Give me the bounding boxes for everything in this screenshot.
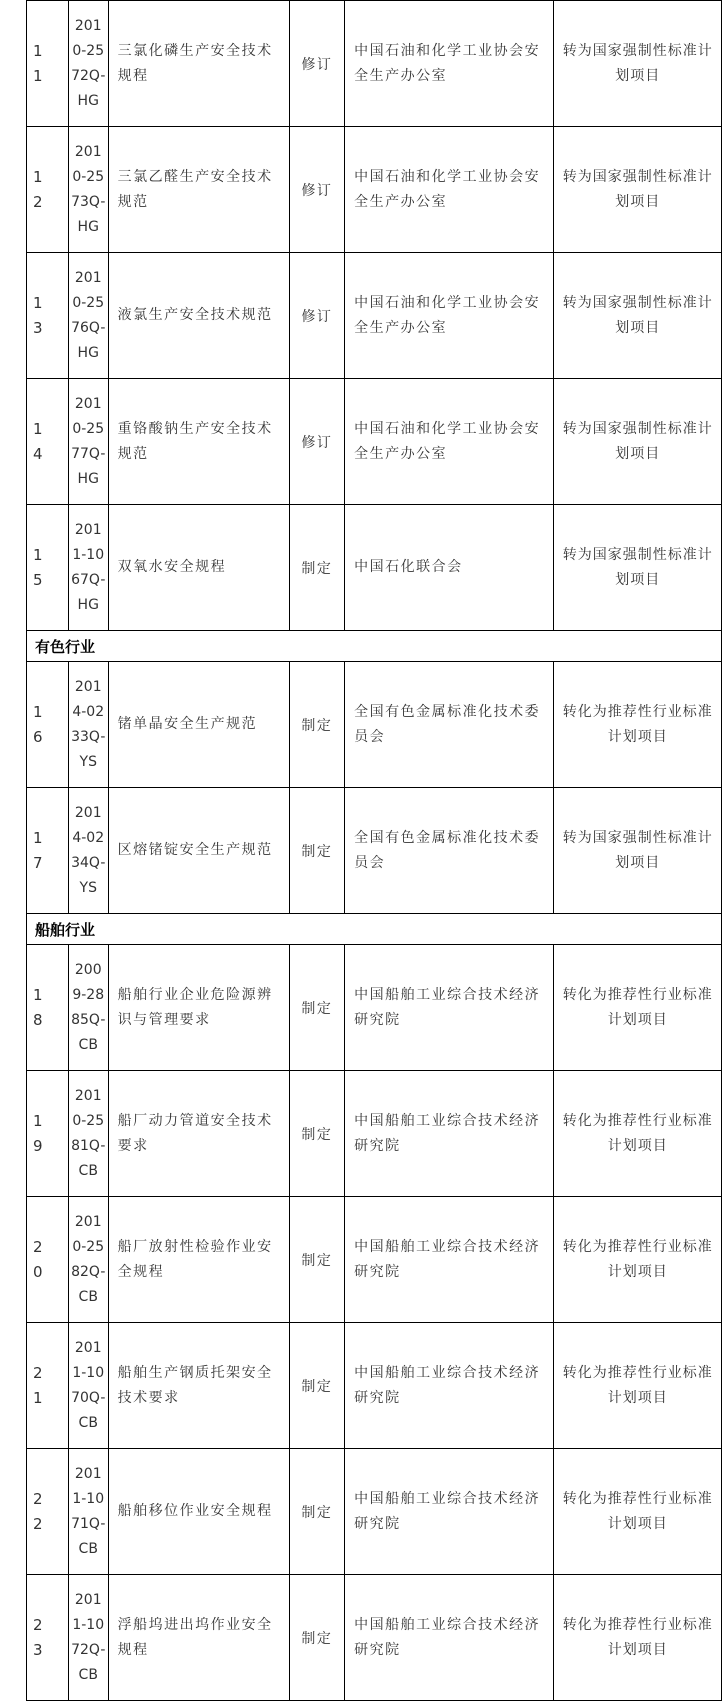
- revision-type: 修订: [289, 1, 344, 127]
- standard-name: 三氯乙醛生产安全技术规范: [108, 127, 289, 253]
- row-number: 23: [27, 1575, 69, 1701]
- standard-name: 液氯生产安全技术规范: [108, 253, 289, 379]
- section-header-row: [27, 914, 722, 945]
- remark: 转为国家强制性标准计划项目: [554, 253, 722, 379]
- plan-code: 2010-2573Q-HG: [68, 127, 108, 253]
- remark: 转为国家强制性标准计划项目: [554, 1, 722, 127]
- revision-type: 制定: [289, 788, 344, 914]
- remark: 转化为推荐性行业标准计划项目: [554, 1323, 722, 1449]
- plan-code: 2014-0234Q-YS: [68, 788, 108, 914]
- remark: 转为国家强制性标准计划项目: [554, 379, 722, 505]
- table-body: [27, 1, 722, 1701]
- row-number: 12: [27, 127, 69, 253]
- standard-name: 船舶移位作业安全规程: [108, 1449, 289, 1575]
- table-row: [27, 945, 722, 1071]
- standards-table: [26, 0, 722, 1701]
- revision-type: 制定: [289, 662, 344, 788]
- plan-code: 2011-1072Q-CB: [68, 1575, 108, 1701]
- standard-name: 双氧水安全规程: [108, 505, 289, 631]
- standard-name: 船舶行业企业危险源辨识与管理要求: [108, 945, 289, 1071]
- responsible-organization: 中国船舶工业综合技术经济研究院: [345, 1449, 554, 1575]
- row-number: 13: [27, 253, 69, 379]
- table-row: [27, 1, 722, 127]
- responsible-organization: 中国船舶工业综合技术经济研究院: [345, 1071, 554, 1197]
- row-number: 15: [27, 505, 69, 631]
- revision-type: 制定: [289, 1575, 344, 1701]
- responsible-organization: 中国石化联合会: [345, 505, 554, 631]
- remark: 转化为推荐性行业标准计划项目: [554, 662, 722, 788]
- responsible-organization: 中国船舶工业综合技术经济研究院: [345, 945, 554, 1071]
- remark: 转化为推荐性行业标准计划项目: [554, 945, 722, 1071]
- revision-type: 制定: [289, 1449, 344, 1575]
- revision-type: 修订: [289, 127, 344, 253]
- table-row: [27, 1071, 722, 1197]
- table-row: [27, 505, 722, 631]
- responsible-organization: 中国石油和化学工业协会安全生产办公室: [345, 379, 554, 505]
- plan-code: 2011-1071Q-CB: [68, 1449, 108, 1575]
- standard-name: 三氯化磷生产安全技术规程: [108, 1, 289, 127]
- responsible-organization: 全国有色金属标准化技术委员会: [345, 788, 554, 914]
- section-header-row: [27, 631, 722, 662]
- standard-name: 锗单晶安全生产规范: [108, 662, 289, 788]
- row-number: 18: [27, 945, 69, 1071]
- row-number: 14: [27, 379, 69, 505]
- plan-code: 2011-1067Q-HG: [68, 505, 108, 631]
- section-title: 船舶行业: [27, 914, 722, 945]
- remark: 转化为推荐性行业标准计划项目: [554, 1575, 722, 1701]
- revision-type: 修订: [289, 253, 344, 379]
- responsible-organization: 中国石油和化学工业协会安全生产办公室: [345, 127, 554, 253]
- table-row: [27, 379, 722, 505]
- revision-type: 制定: [289, 1323, 344, 1449]
- row-number: 20: [27, 1197, 69, 1323]
- remark: 转化为推荐性行业标准计划项目: [554, 1449, 722, 1575]
- remark: 转为国家强制性标准计划项目: [554, 788, 722, 914]
- plan-code: 2010-2577Q-HG: [68, 379, 108, 505]
- revision-type: 制定: [289, 1071, 344, 1197]
- table-row: [27, 788, 722, 914]
- standard-name: 船厂放射性检验作业安全规程: [108, 1197, 289, 1323]
- row-number: 21: [27, 1323, 69, 1449]
- table-row: [27, 127, 722, 253]
- section-title: 有色行业: [27, 631, 722, 662]
- plan-code: 2010-2572Q-HG: [68, 1, 108, 127]
- remark: 转化为推荐性行业标准计划项目: [554, 1071, 722, 1197]
- plan-code: 2009-2885Q-CB: [68, 945, 108, 1071]
- responsible-organization: 中国船舶工业综合技术经济研究院: [345, 1323, 554, 1449]
- responsible-organization: 中国船舶工业综合技术经济研究院: [345, 1575, 554, 1701]
- standard-name: 区熔锗锭安全生产规范: [108, 788, 289, 914]
- remark: 转为国家强制性标准计划项目: [554, 127, 722, 253]
- table-row: [27, 253, 722, 379]
- standard-name: 船厂动力管道安全技术要求: [108, 1071, 289, 1197]
- remark: 转为国家强制性标准计划项目: [554, 505, 722, 631]
- plan-code: 2010-2576Q-HG: [68, 253, 108, 379]
- table-row: [27, 662, 722, 788]
- responsible-organization: 全国有色金属标准化技术委员会: [345, 662, 554, 788]
- table-row: [27, 1449, 722, 1575]
- standard-name: 船舶生产钢质托架安全技术要求: [108, 1323, 289, 1449]
- plan-code: 2011-1070Q-CB: [68, 1323, 108, 1449]
- row-number: 17: [27, 788, 69, 914]
- standard-name: 浮船坞进出坞作业安全规程: [108, 1575, 289, 1701]
- responsible-organization: 中国船舶工业综合技术经济研究院: [345, 1197, 554, 1323]
- row-number: 19: [27, 1071, 69, 1197]
- row-number: 11: [27, 1, 69, 127]
- row-number: 16: [27, 662, 69, 788]
- table-row: [27, 1323, 722, 1449]
- plan-code: 2014-0233Q-YS: [68, 662, 108, 788]
- revision-type: 制定: [289, 1197, 344, 1323]
- plan-code: 2010-2582Q-CB: [68, 1197, 108, 1323]
- table-row: [27, 1197, 722, 1323]
- row-number: 22: [27, 1449, 69, 1575]
- revision-type: 制定: [289, 945, 344, 1071]
- responsible-organization: 中国石油和化学工业协会安全生产办公室: [345, 253, 554, 379]
- revision-type: 修订: [289, 379, 344, 505]
- responsible-organization: 中国石油和化学工业协会安全生产办公室: [345, 1, 554, 127]
- remark: 转化为推荐性行业标准计划项目: [554, 1197, 722, 1323]
- table-row: [27, 1575, 722, 1701]
- revision-type: 制定: [289, 505, 344, 631]
- standard-name: 重铬酸钠生产安全技术规范: [108, 379, 289, 505]
- plan-code: 2010-2581Q-CB: [68, 1071, 108, 1197]
